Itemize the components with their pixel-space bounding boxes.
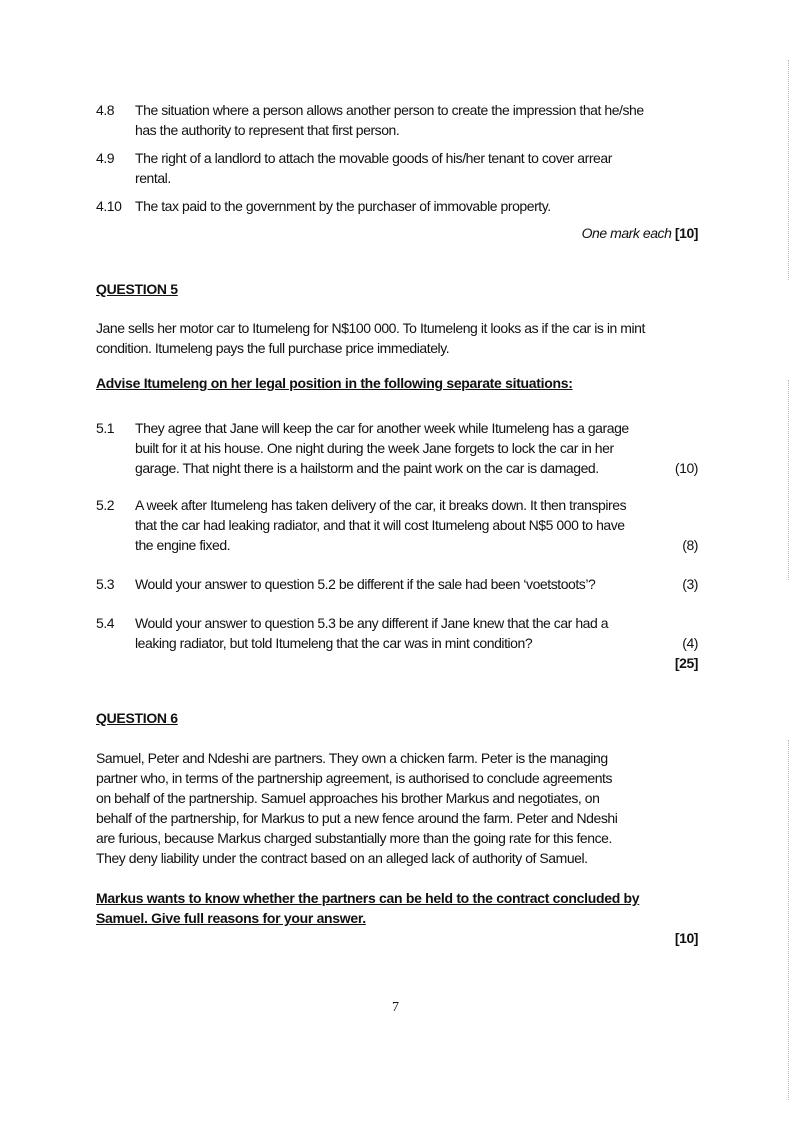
question-6-instruction	[96, 888, 639, 928]
intro-line: They deny liability under the contract based on an alleged lack of authority of Samuel.	[96, 850, 588, 866]
scan-edge-mark	[788, 60, 790, 280]
scan-edge-mark	[788, 380, 790, 580]
question-6-heading: QUESTION 6	[96, 710, 178, 726]
instruction-line: Markus wants to know whether the partners can be held to the contract concluded by	[96, 890, 640, 906]
item-text-line: Would your answer to question 5.3 be any different if Jane knew that the car had a	[135, 615, 609, 631]
item-text-line: A week after Itumeleng has taken delivery of the car, it breaks down. It then transpires	[135, 497, 627, 513]
page-number: 7	[392, 1000, 399, 1015]
item-marks: (8)	[682, 537, 698, 553]
item-number: 5.3	[96, 576, 115, 592]
scan-edge-mark	[788, 740, 790, 1100]
item-number: 4.10	[96, 198, 122, 214]
question-6-total: [10]	[674, 930, 698, 946]
item-marks: (4)	[682, 635, 698, 651]
item-number: 4.8	[96, 102, 115, 118]
question-5-total: [25]	[674, 655, 698, 671]
item-marks: (10)	[674, 460, 698, 476]
item-number: 5.2	[96, 497, 115, 513]
question-5-heading: QUESTION 5	[96, 281, 178, 297]
intro-line: on behalf of the partnership. Samuel approaches his brother Markus and negotiates, on	[96, 790, 600, 806]
item-number: 5.1	[96, 420, 115, 436]
marks-label: One mark each	[581, 225, 672, 241]
item-number: 5.4	[96, 615, 115, 631]
marks-total: [10]	[674, 225, 698, 241]
item-text-line: garage. That night there is a hailstorm and the paint work on the car is damaged.	[135, 460, 599, 476]
item-text-line: Would your answer to question 5.2 be different if the sale had been ‘voetstoots’?	[135, 576, 596, 592]
intro-line: partner who, in terms of the partnership agreement, is authorised to conclude agreements	[96, 770, 613, 786]
instruction-line: Samuel. Give full reasons for your answer.	[96, 910, 366, 926]
item-text-line: built for it at his house. One night during the week Jane forgets to lock the car in her	[135, 440, 614, 456]
item-text-line: The situation where a person allows another person to create the impression that he/she	[135, 102, 644, 118]
question-5-instruction: Advise Itumeleng on her legal position in the following separate situations:	[96, 375, 573, 391]
item-text-line: rental.	[135, 170, 171, 186]
item-text-line: The tax paid to the government by the purchaser of immovable property.	[135, 198, 551, 214]
intro-line: Jane sells her motor car to Itumeleng for N$100 000. To Itumeleng it looks as if the car is in mint	[96, 320, 645, 336]
item-text-line: They agree that Jane will keep the car for another week while Itumeleng has a garage	[135, 420, 629, 436]
item-text-line: that the car had leaking radiator, and that it will cost Itumeleng about N$5 000 to have	[135, 517, 625, 533]
intro-line: are furious, because Markus charged substantially more than the going rate for this fence.	[96, 830, 612, 846]
item-text-line: The right of a landlord to attach the movable goods of his/her tenant to cover arrear	[135, 150, 612, 166]
item-text-line: the engine fixed.	[135, 537, 231, 553]
intro-line: Samuel, Peter and Ndeshi are partners. They own a chicken farm. Peter is the managing	[96, 750, 608, 766]
item-text-line: has the authority to represent that first person.	[135, 122, 400, 138]
item-marks: (3)	[682, 576, 698, 592]
item-number: 4.9	[96, 150, 115, 166]
intro-line: behalf of the partnership, for Markus to put a new fence around the farm. Peter and Ndeshi	[96, 810, 618, 826]
item-text-line: leaking radiator, but told Itumeleng that the car was in mint condition?	[135, 635, 533, 651]
intro-line: condition. Itumeleng pays the full purchase price immediately.	[96, 340, 450, 356]
